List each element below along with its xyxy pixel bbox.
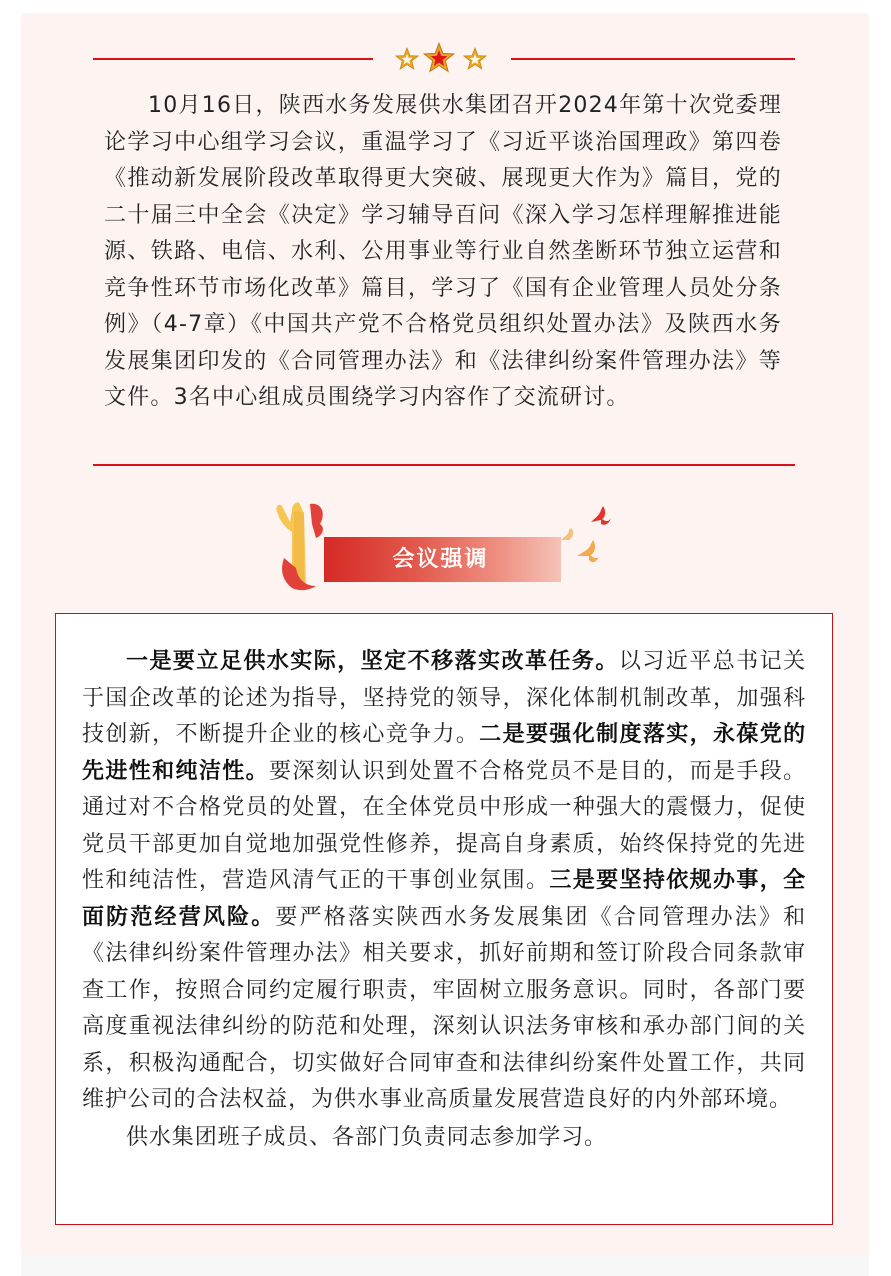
stars-ornament xyxy=(388,44,498,74)
point-1-heading: 一是要立足供水实际，坚定不移落实改革任务。 xyxy=(126,649,619,674)
emphasis-content xyxy=(82,644,806,1156)
flying-doves-icon xyxy=(557,494,617,574)
point-3-text: 要严格落实陕西水务发展集团《合同管理办法》和《法律纠纷案件管理办法》相关要求，抓好前期和签订阶段合同条款审查工作，按照合同约定履行职责，牢固树立服务意识。同时，各部门要高度重视法律纠纷的防范和处理，深刻认识法务审核和承办部门间的关系，积极沟通配合，切实做好合同审查和法律纠纷案件处置工作，共同维护公司的合法权益，为供水事业高质量发展营造良好的内外部环境。 xyxy=(82,904,806,1112)
point-1-text: 以习近平总书记关于国企改革的论述为指导，坚持党的领导，深化体制机制改革，加强科技创新，不断提升企业的核心竞争力。 xyxy=(82,649,807,747)
star-gold-outline-icon xyxy=(463,47,487,71)
emphasis-paragraph xyxy=(82,644,806,1119)
top-divider xyxy=(93,44,795,74)
point-3-heading: 三是要坚持依规办事，全面防范经营风险。 xyxy=(82,868,806,930)
section-heading-banner xyxy=(262,494,632,594)
footer-strip xyxy=(21,1256,869,1276)
intro-paragraph: 10月16日，陕西水务发展供水集团召开2024年第十次党委理论学习中心组学习会议，重温学习了《习近平谈治国理政》第四卷《推动新发展阶段改革取得更大突破、展现更大作为》篇目，党的二十届三中全会《决定》学习辅导百问《深入学习怎样理解推进能源、铁路、电信、水利、公用事业等行业自然垄断环节独立运营和竞争性环节市场化改革》篇目，学习了《国有企业管理人员处分条例》（4-7章）《中国共产党不合格党员组织处置办法》及陕西水务发展集团印发的《合同管理办法》和《法律纠纷案件管理办法》等文件。3名中心组成员围绕学习内容作了交流研讨。 xyxy=(104,93,782,410)
point-2-heading: 二是要强化制度落实，永葆党的先进性和纯洁性。 xyxy=(82,722,806,784)
huabiao-pillar-icon xyxy=(270,494,330,594)
point-2-text: 要深刻认识到处置不合格党员不是目的，而是手段。通过对不合格党员的处置，在全体党员中形成一种强大的震慑力，促使党员干部更加自觉地加强党性修养，提高自身素质，始终保持党的先进性和纯洁性，营造风清气正的干事创业氛围。 xyxy=(82,758,807,893)
meeting-emphasis-box xyxy=(55,613,833,1225)
section-title: 会议强调 xyxy=(392,547,489,572)
divider-line-right xyxy=(511,58,795,60)
star-red-center-icon xyxy=(423,42,455,74)
closing-paragraph: 供水集团班子成员、各部门负责同志参加学习。 xyxy=(126,1124,607,1150)
divider-line-left xyxy=(93,58,373,60)
section-divider-line xyxy=(93,464,795,466)
star-gold-outline-icon xyxy=(395,47,419,71)
